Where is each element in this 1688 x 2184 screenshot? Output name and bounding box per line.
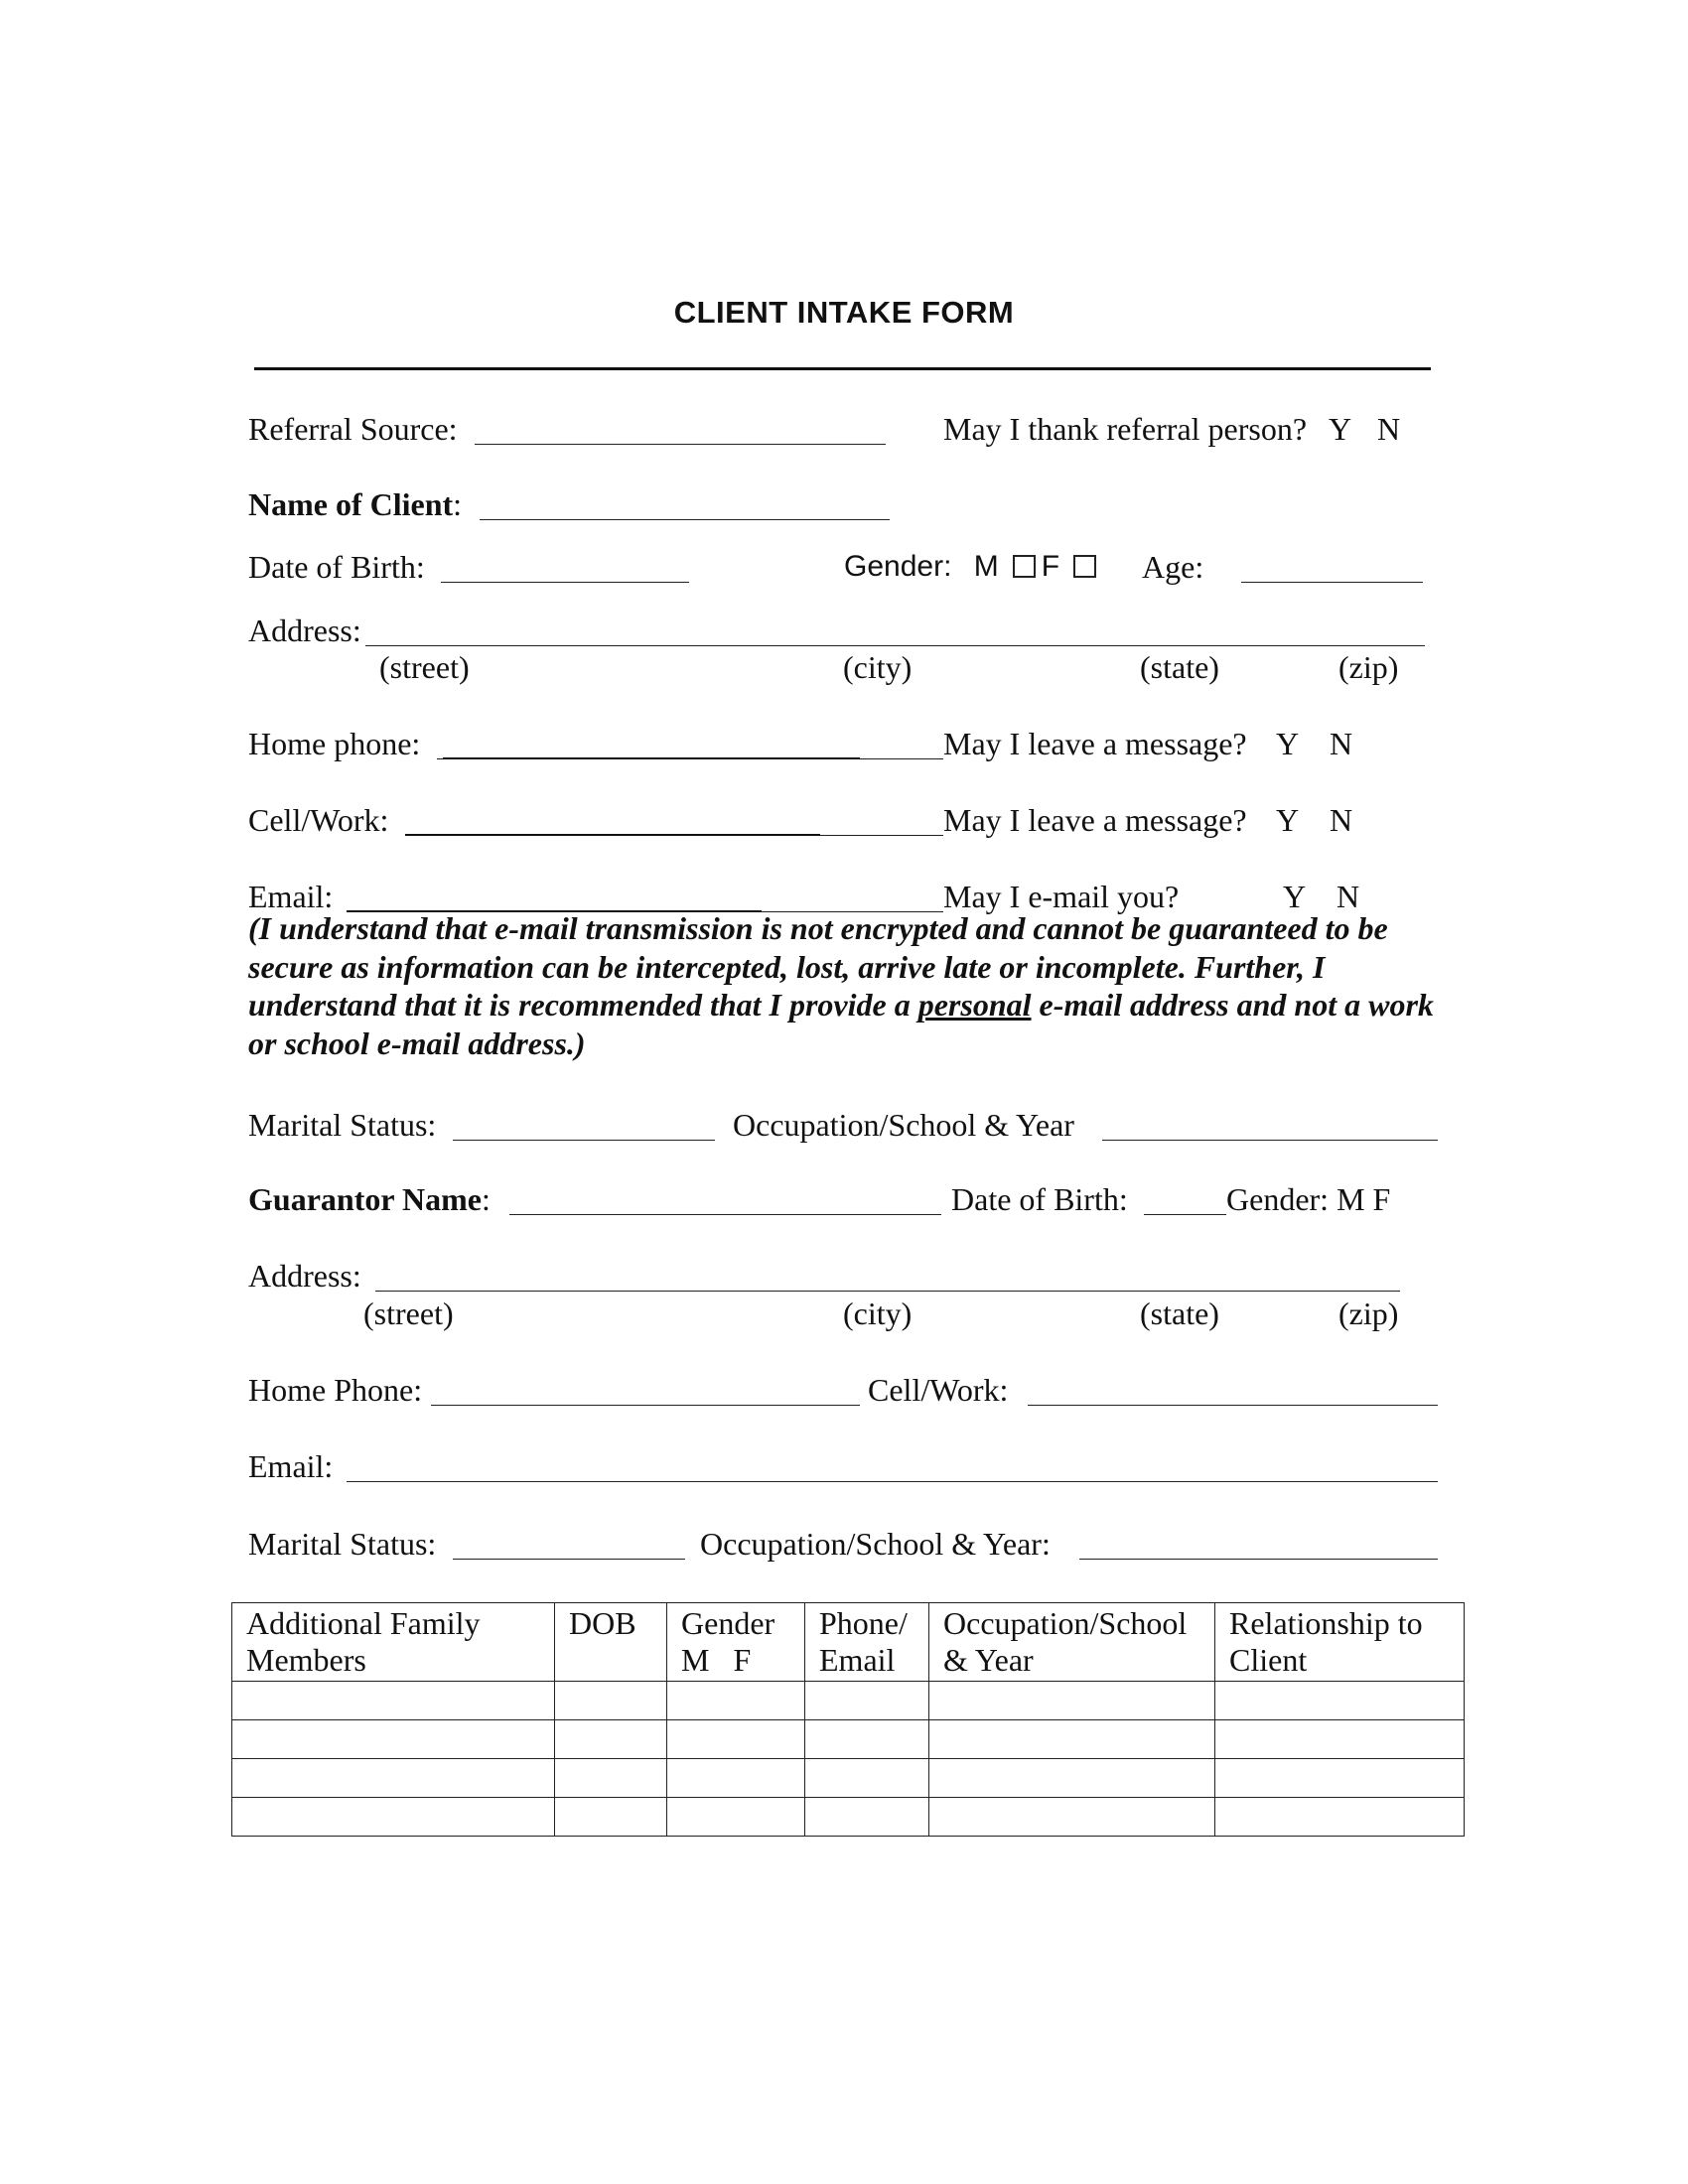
referral-source-label: Referral Source: [248,411,458,447]
client-gender-label: Gender: [844,550,952,583]
table-row [232,1759,1465,1798]
client-home-phone-label: Home phone: [248,726,421,761]
guarantor-zip-caption: (zip) [1338,1296,1399,1331]
email-permission-no[interactable]: N [1336,879,1360,914]
title-rule [254,367,1431,370]
header-phone-email: Phone/ Email [805,1603,929,1682]
gender-m-label: M [973,550,999,583]
client-zip-caption: (zip) [1338,649,1399,685]
client-name-field[interactable] [480,519,890,520]
client-cell-label: Cell/Work: [248,802,389,838]
table-row [232,1682,1465,1720]
guarantor-occupation-field[interactable] [1079,1559,1438,1560]
guarantor-cell-field[interactable] [1028,1405,1438,1406]
table-cell[interactable] [805,1798,929,1837]
guarantor-home-phone-field[interactable] [431,1405,860,1406]
client-marital-label: Marital Status: [248,1107,437,1143]
table-cell[interactable] [929,1720,1215,1759]
table-cell[interactable] [1215,1720,1465,1759]
table-cell[interactable] [555,1798,667,1837]
header-family-members: Additional Family Members [232,1603,555,1682]
table-cell[interactable] [667,1798,805,1837]
guarantor-cell-label: Cell/Work: [868,1372,1009,1408]
guarantor-marital-label: Marital Status: [248,1526,437,1562]
guarantor-marital-field[interactable] [453,1559,685,1560]
email-permission-yes[interactable]: Y [1283,879,1307,914]
client-age-label: Age: [1142,549,1204,585]
cell-underline-accent [405,834,820,836]
cell-message-yes[interactable]: Y [1276,802,1300,838]
table-header-row [232,1603,1465,1682]
email-disclaimer: (I understand that e-mail transmission is not encrypted and cannot be guaranteed to be secure as information can be intercepted, lost, arrive late or incomplete. Further, I understand that it is recommended that I provide a personal e-mail address and not a work or school e-mail address.) [248,910,1434,1061]
table-cell[interactable] [555,1682,667,1720]
guarantor-address-field[interactable] [375,1291,1400,1292]
table-cell[interactable] [232,1759,555,1798]
guarantor-gender-label[interactable]: Gender: M F [1226,1181,1391,1217]
gender-f-label: F [1041,550,1060,583]
family-members-table [231,1602,1465,1837]
guarantor-email-field[interactable] [347,1481,1438,1482]
table-cell[interactable] [929,1759,1215,1798]
client-marital-field[interactable] [453,1140,715,1141]
table-cell[interactable] [555,1720,667,1759]
home-phone-underline-accent [443,757,860,759]
guarantor-home-phone-label: Home Phone: [248,1372,423,1408]
table-cell[interactable] [1215,1759,1465,1798]
table-cell[interactable] [929,1682,1215,1720]
cell-message-label: May I leave a message? [943,802,1247,838]
form-title: CLIENT INTAKE FORM [673,295,1015,330]
guarantor-state-caption: (state) [1140,1296,1219,1331]
email-permission-label: May I e-mail you? [943,879,1180,914]
client-address-label: Address: [248,613,361,648]
referral-source-field[interactable] [475,444,886,445]
gender-f-checkbox[interactable] [1073,555,1096,578]
table-cell[interactable] [1215,1798,1465,1837]
home-message-label: May I leave a message? [943,726,1247,761]
client-email-label: Email: [248,879,334,914]
guarantor-street-caption: (street) [363,1296,454,1331]
client-city-caption: (city) [843,649,913,685]
table-cell[interactable] [232,1720,555,1759]
table-cell[interactable] [232,1682,555,1720]
table-cell[interactable] [805,1682,929,1720]
guarantor-name-field[interactable] [509,1214,941,1215]
header-gender: Gender M F [667,1603,805,1682]
table-row [232,1720,1465,1759]
client-address-field[interactable] [365,645,1425,646]
client-street-caption: (street) [379,649,470,685]
client-name-label: Name of Client: [248,486,463,522]
guarantor-occupation-label: Occupation/School & Year: [700,1526,1051,1562]
client-dob-label: Date of Birth: [248,549,425,585]
client-dob-field[interactable] [441,582,689,583]
table-row [232,1798,1465,1837]
table-cell[interactable] [929,1798,1215,1837]
cell-message-no[interactable]: N [1330,802,1353,838]
table-cell[interactable] [1215,1682,1465,1720]
guarantor-city-caption: (city) [843,1296,913,1331]
table-cell[interactable] [805,1759,929,1798]
thank-referral-no[interactable]: N [1377,411,1401,447]
header-dob: DOB [555,1603,667,1682]
guarantor-address-label: Address: [248,1258,361,1294]
table-cell[interactable] [667,1682,805,1720]
guarantor-dob-label: Date of Birth: [951,1181,1128,1217]
table-cell[interactable] [667,1720,805,1759]
gender-m-checkbox[interactable] [1013,555,1036,578]
header-occupation: Occupation/School & Year [929,1603,1215,1682]
home-message-no[interactable]: N [1330,726,1353,761]
client-age-field[interactable] [1241,582,1423,583]
guarantor-email-label: Email: [248,1448,334,1484]
header-relationship: Relationship to Client [1215,1603,1465,1682]
home-message-yes[interactable]: Y [1276,726,1300,761]
table-cell[interactable] [667,1759,805,1798]
thank-referral-yes[interactable]: Y [1329,411,1352,447]
client-state-caption: (state) [1140,649,1219,685]
thank-referral-label: May I thank referral person? [943,411,1308,447]
guarantor-name-label: Guarantor Name: [248,1181,491,1217]
client-occupation-label: Occupation/School & Year [733,1107,1074,1143]
client-gender-group [844,549,1102,585]
table-cell[interactable] [232,1798,555,1837]
table-cell[interactable] [555,1759,667,1798]
guarantor-dob-field[interactable] [1144,1214,1226,1215]
table-cell[interactable] [805,1720,929,1759]
client-occupation-field[interactable] [1102,1140,1438,1141]
